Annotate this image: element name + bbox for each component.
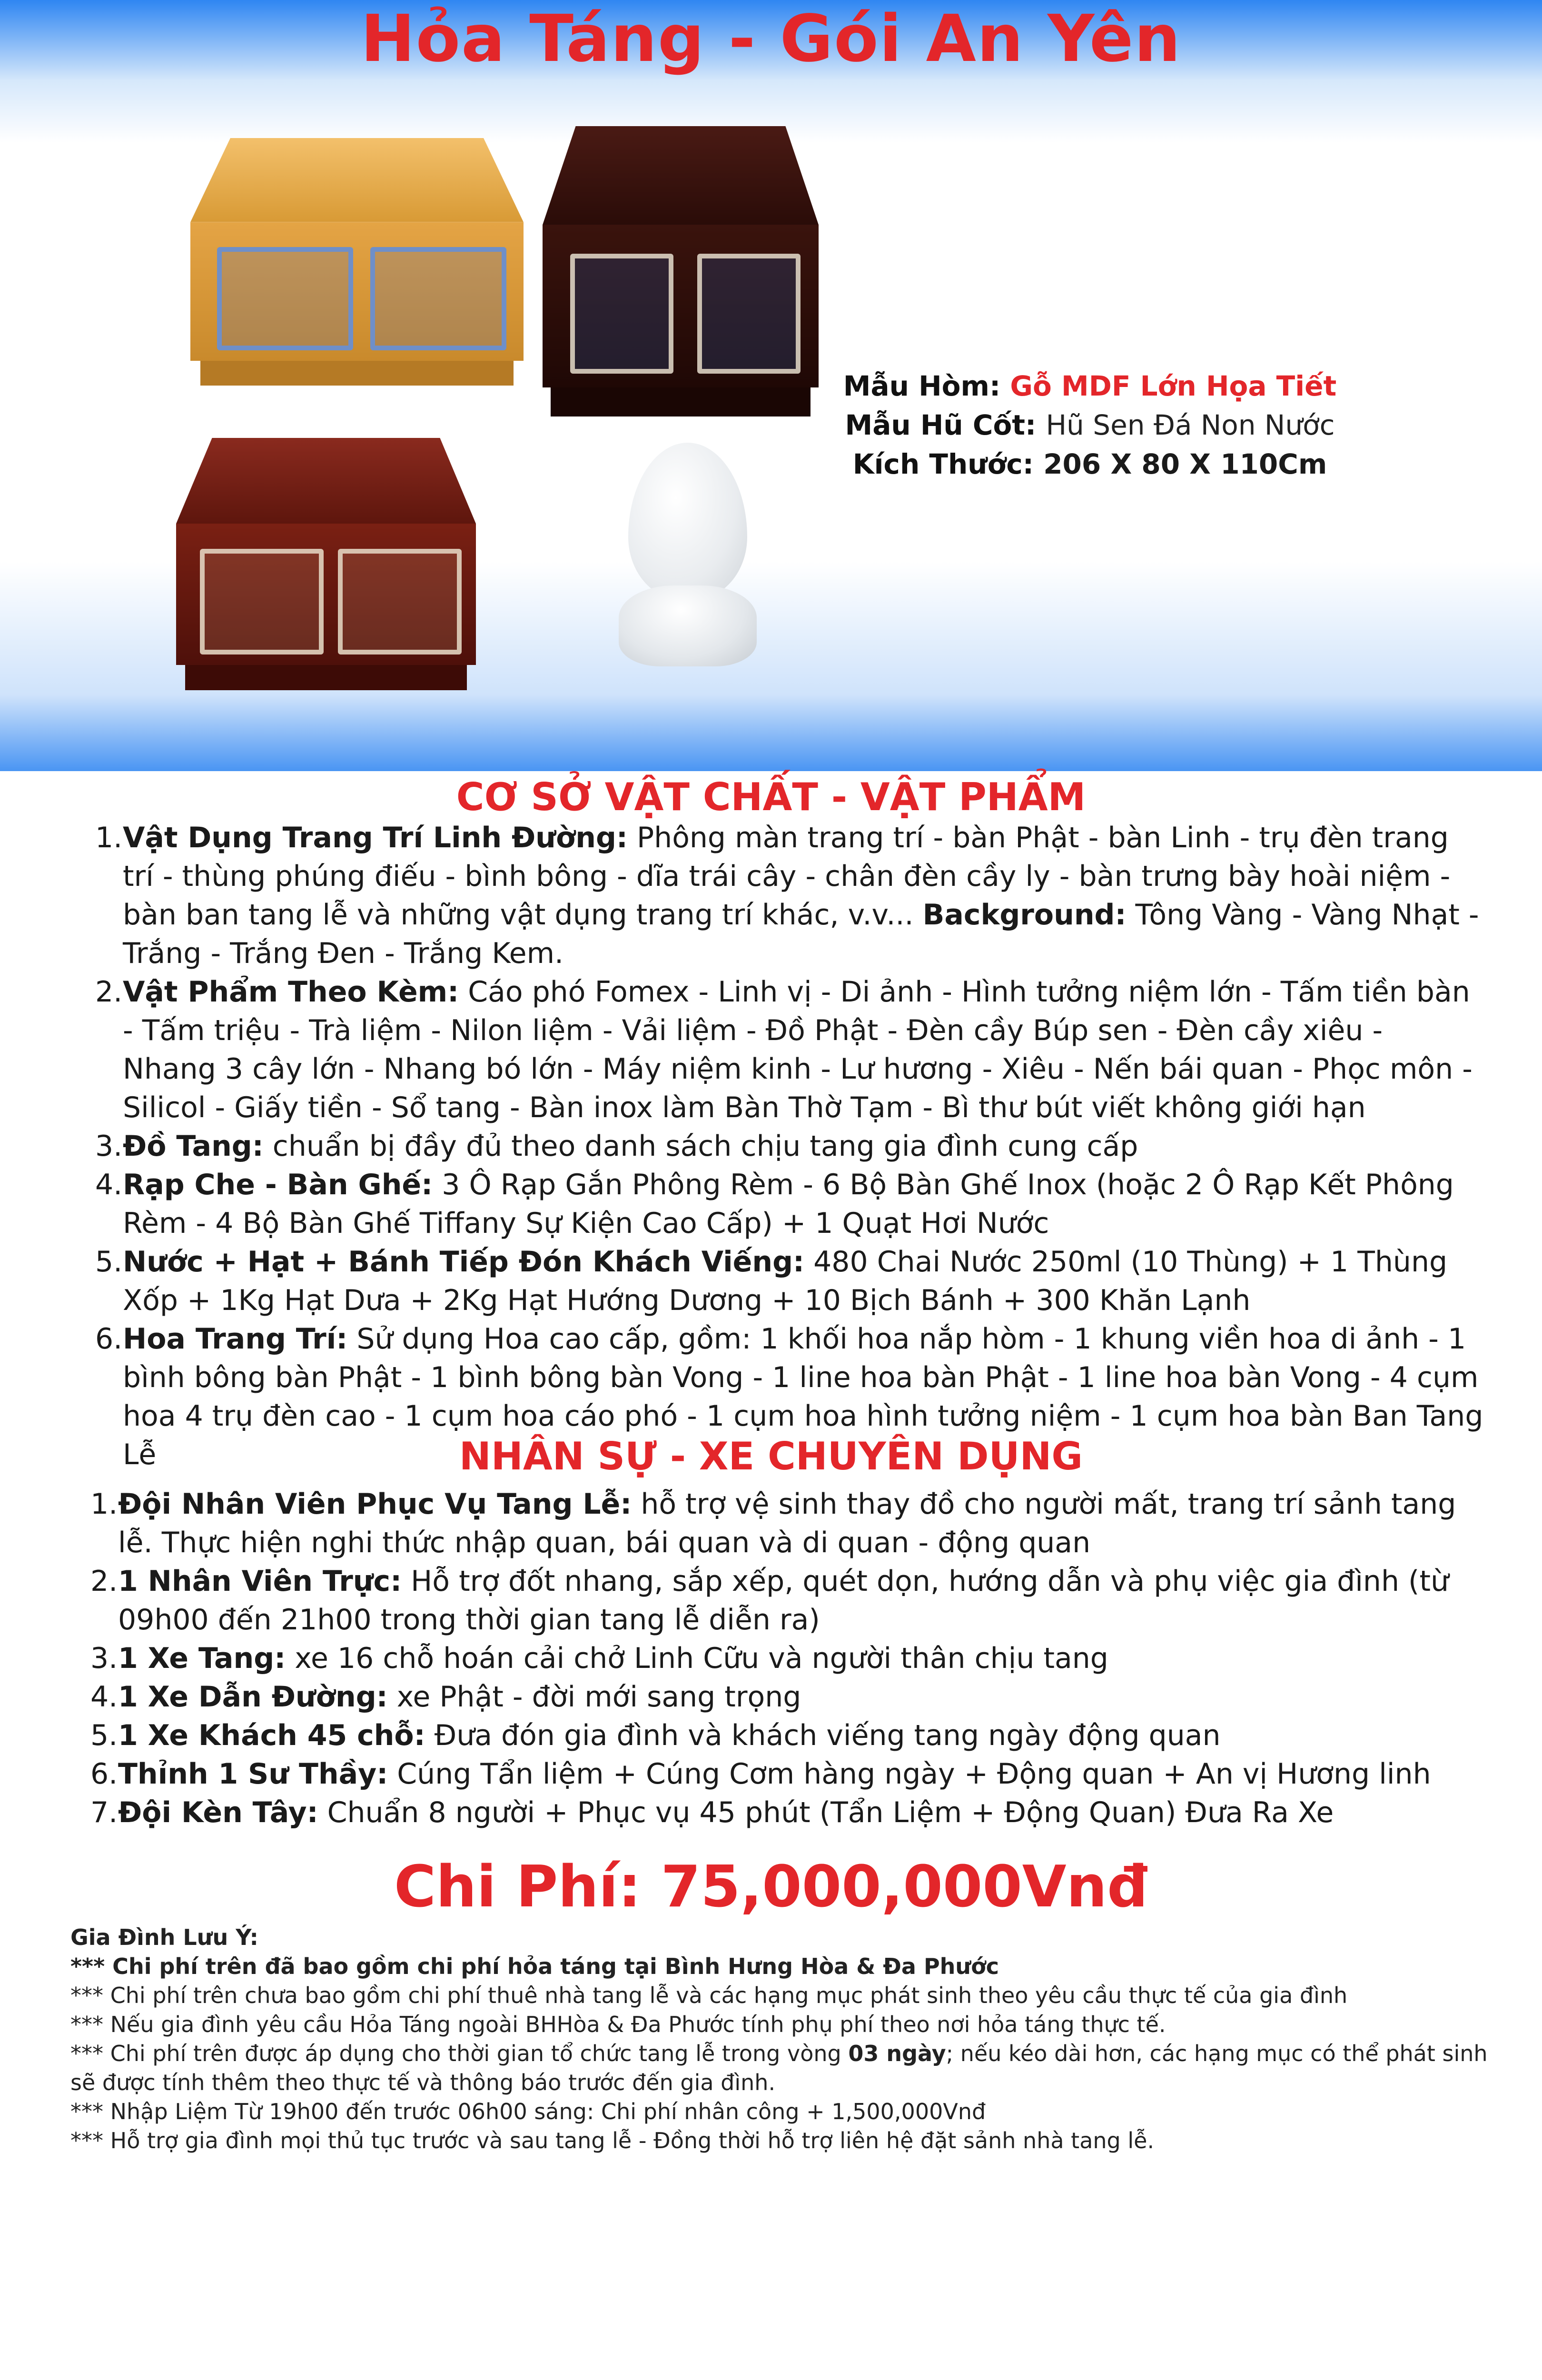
list-item: 2. Vật Phẩm Theo Kèm: Cáo phó Fomex - Linh vị - Di ảnh - Hình tưởng niệm lớn - Tấm tiền bàn - Tấm triệu - Trà liệm - Nilon liệm - Vải liệm - Đồ Phật - Đèn cầy Búp sen - Đèn cầy xiêu - Nhang 3 cây lớn - Nhang bó lớn - Máy niệm kinh - Lư hương - Xiêu - Nến bái quan - Phọc môn - Silicol - Giấy tiền - Sổ tang - Bàn inox làm Bàn Thờ Tạm - Bì thư bút viết không giới hạn <box>95 975 1473 1124</box>
list-item: 6. Thỉnh 1 Sư Thầy: Cúng Tẩn liệm + Cúng Cơm hàng ngày + Động quan + An vị Hương linh <box>90 1757 1431 1791</box>
price-total: Chi Phí: 75,000,000Vnđ <box>394 1854 1148 1920</box>
list-item: 6. Hoa Trang Trí: Sử dụng Hoa cao cấp, gồm: 1 khối hoa nắp hòm - 1 khung viền hoa di ảnh - 1 bình bông bàn Phật - 1 bình bông bàn Vong - 1 line hoa bàn Phật - 1 line hoa bàn Vong - 4 cụm hoa 4 trụ đèn cao - 1 cụm hoa cáo phó - 1 cụm hoa hình tưởng niệm - 1 cụm hoa bàn Ban Tang Lễ <box>95 1322 1483 1471</box>
list-item: 3. 1 Xe Tang: xe 16 chỗ hoán cải chở Linh Cữu và người thân chịu tang <box>90 1642 1108 1675</box>
list-item: 4. Rạp Che - Bàn Ghế: 3 Ô Rạp Gắn Phông Rèm - 6 Bộ Bàn Ghế Inox (hoặc 2 Ô Rạp Kết Phông Rèm - 4 Bộ Bàn Ghế Tiffany Sự Kiện Cao Cấp) + 1 Quạt Hơi Nước <box>95 1168 1454 1240</box>
note-line: *** Hỗ trợ gia đình mọi thủ tục trước và sau tang lễ - Đồng thời hỗ trợ liên hệ đặt sảnh nhà tang lễ. <box>70 2128 1155 2153</box>
notes-block <box>70 1923 1489 2155</box>
list-item: 3. Đồ Tang: chuẩn bị đầy đủ theo danh sách chịu tang gia đình cung cấp <box>95 1130 1138 1163</box>
urn-image <box>609 443 766 671</box>
spec-coffin: Mẫu Hòm: Gỗ MDF Lớn Họa Tiết <box>843 370 1337 402</box>
list-item: 5. Nước + Hạt + Bánh Tiếp Đón Khách Viếng: 480 Chai Nước 250ml (10 Thùng) + 1 Thùng Xốp + 1Kg Hạt Dưa + 2Kg Hạt Hướng Dương + 10 Bịch Bánh + 300 Khăn Lạnh <box>95 1245 1448 1317</box>
note-line: *** Nhập Liệm Từ 19h00 đến trước 06h00 sáng: Chi phí nhân công + 1,500,000Vnđ <box>70 2099 986 2124</box>
note-line: *** Chi phí trên được áp dụng cho thời gian tổ chức tang lễ trong vòng 03 ngày; nếu kéo dài hơn, các hạng mục có thể phát sinh sẽ được tính thêm theo thực tế và thông báo trước đến gia đình. <box>70 2041 1488 2095</box>
list-item: 1. Đội Nhân Viên Phục Vụ Tang Lễ: hỗ trợ vệ sinh thay đồ cho người mất, trang trí sảnh tang lễ. Thực hiện nghi thức nhập quan, bái quan và di quan - động quan <box>90 1488 1456 1559</box>
section-title-facilities: CƠ SỞ VẬT CHẤT - VẬT PHẨM <box>456 775 1086 819</box>
note-line: *** Chi phí trên đã bao gồm chi phí hỏa táng tại Bình Hưng Hòa & Đa Phước <box>70 1954 999 1979</box>
spec-urn: Mẫu Hũ Cốt: Hũ Sen Đá Non Nước <box>845 409 1335 441</box>
page-title: Hỏa Táng - Gói An Yên <box>360 1 1182 77</box>
note-line: *** Nếu gia đình yêu cầu Hỏa Táng ngoài BHHòa & Đa Phước tính phụ phí theo nơi hỏa táng thực tế. <box>70 2012 1166 2037</box>
list-item: 2. 1 Nhân Viên Trực: Hỗ trợ đốt nhang, sắp xếp, quét dọn, hướng dẫn và phụ việc gia đình (từ 09h00 đến 21h00 trong thời gian tang lễ diễn ra) <box>90 1565 1449 1636</box>
section-title-staff-vehicles: NHÂN SỰ - XE CHUYÊN DỤNG <box>459 1434 1083 1478</box>
staff-list <box>90 1485 1479 1832</box>
list-item: 1. Vật Dụng Trang Trí Linh Đường: Phông màn trang trí - bàn Phật - bàn Linh - trụ đèn trang trí - thùng phúng điếu - bình bông - dĩa trái cây - chân đèn cầy ly - bàn trưng bày hoài niệm - bàn ban tang lễ và những vật dụng trang trí khác, v.v... Background: Tông Vàng - Vàng Nhạt - Trắng - Trắng Đen - Trắng Kem. <box>95 821 1479 970</box>
coffin-image-red <box>176 438 476 690</box>
notes-heading: Gia Đình Lưu Ý: <box>70 1924 258 1950</box>
list-item: 7. Đội Kèn Tây: Chuẩn 8 người + Phục vụ 45 phút (Tẩn Liệm + Động Quan) Đưa Ra Xe <box>90 1796 1334 1829</box>
coffin-image-gold <box>190 138 524 386</box>
note-line: *** Chi phí trên chưa bao gồm chi phí thuê nhà tang lễ và các hạng mục phát sinh theo yêu cầu thực tế của gia đình <box>70 1983 1348 2008</box>
product-specs <box>761 367 1418 484</box>
list-item: 5. 1 Xe Khách 45 chỗ: Đưa đón gia đình và khách viếng tang ngày động quan <box>90 1719 1221 1752</box>
facilities-list <box>95 819 1484 1474</box>
list-item: 4. 1 Xe Dẫn Đường: xe Phật - đời mới sang trọng <box>90 1680 801 1714</box>
spec-size: Kích Thước: 206 X 80 X 110Cm <box>852 448 1327 480</box>
